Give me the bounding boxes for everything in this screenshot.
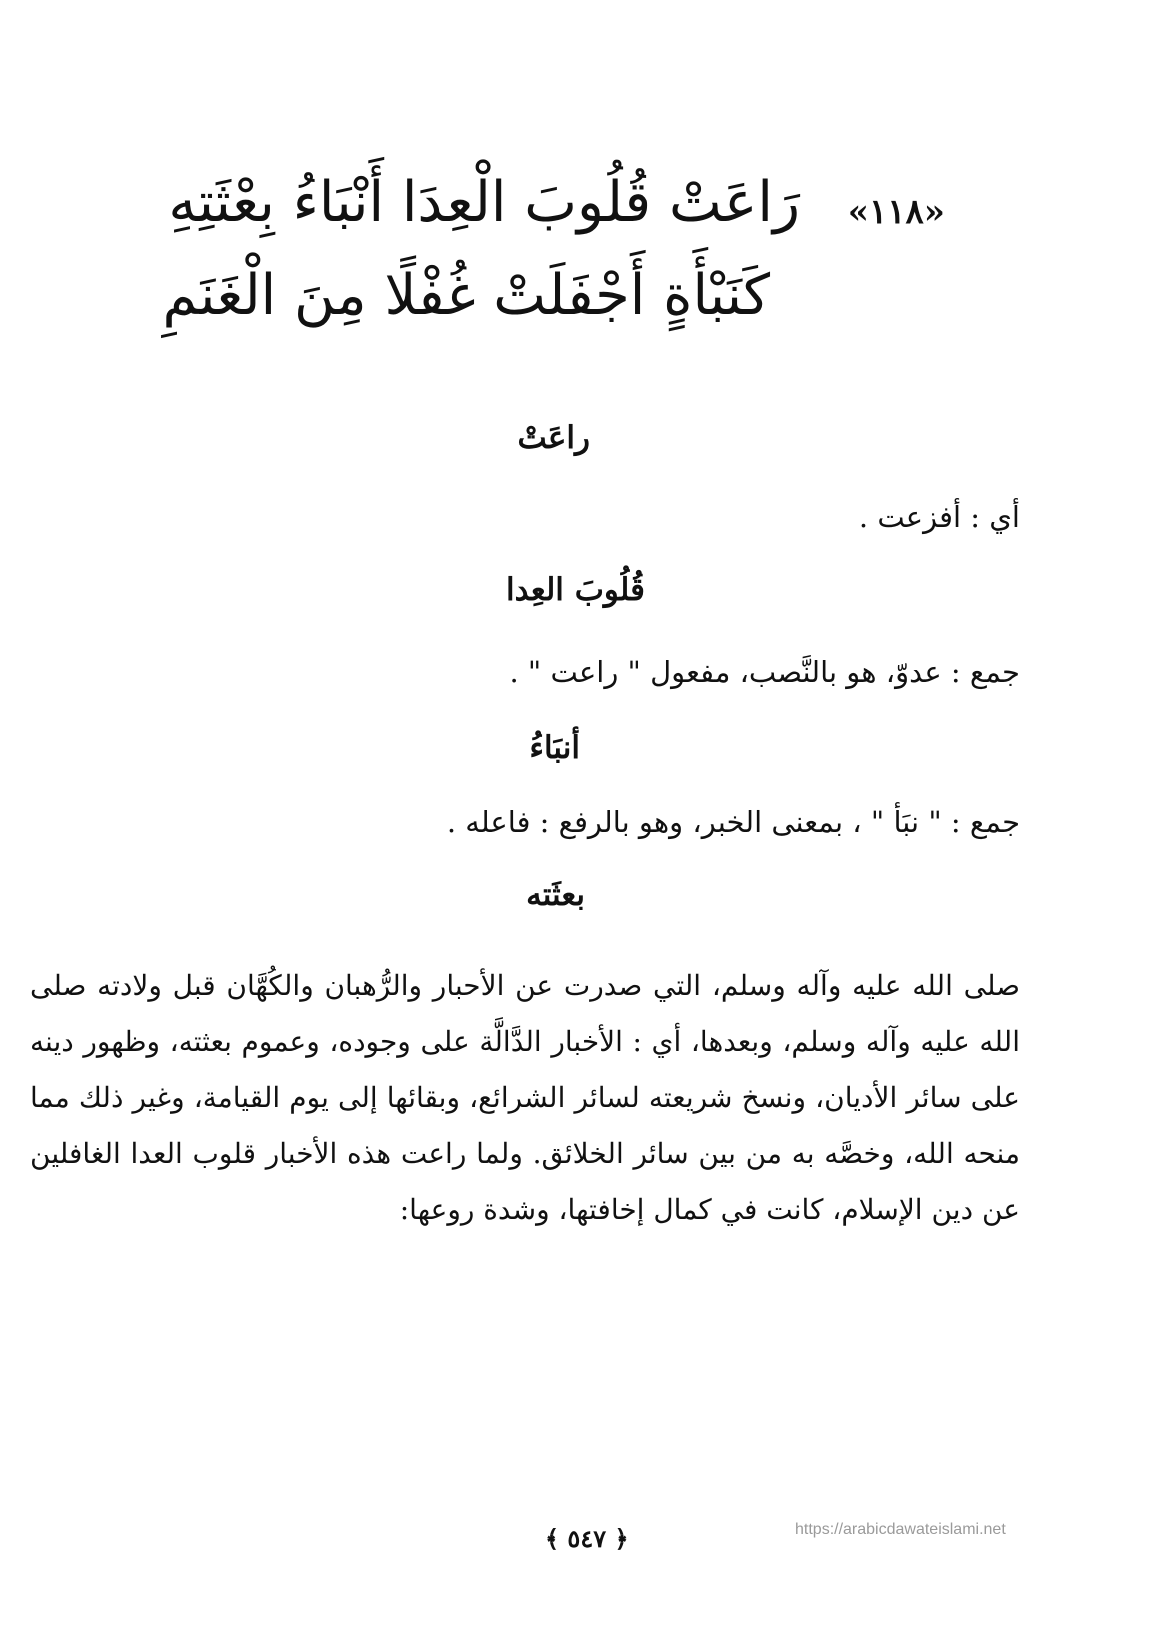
watermark-url: https://arabicdawateislami.net xyxy=(795,1521,1006,1538)
gloss-raat: أي : أفزعت . xyxy=(858,500,1020,534)
page-number: ﴿ ٥٤٧ ﴾ xyxy=(545,1524,629,1553)
headword-anba: أنبَاءُ xyxy=(529,730,580,766)
verse-line-2: كَنَبْأَةٍ أَجْفَلَتْ غُفْلًا مِنَ الْغَنَمِ xyxy=(162,263,770,328)
headword-bithatihi: بعثَته xyxy=(526,877,585,913)
verse-number: «١١٨» xyxy=(847,192,945,232)
verse-line-1: رَاعَتْ قُلُوبَ الْعِدَا أَنْبَاءُ بِعْثَتِهِ xyxy=(168,170,800,235)
commentary-paragraph: صلى الله عليه وآله وسلم، التي صدرت عن الأحبار والرُّهبان والكُهَّان قبل ولادته صلى الله عليه وآله وسلم، وبعدها، أي : الأخبار الدَّالَّة على وجوده، وعموم بعثته، وظهور دينه على سائر الأديان، ونسخ شريعته لسائر الشرائع، وبقائها إلى يوم القيامة، وغير ذلك مما منحه الله، وخصَّه به من بين سائر الخلائق. ولما راعت هذه الأخبار قلوب العدا الغافلين عن دين الإسلام، كانت في كمال إخافتها، وشدة روعها: xyxy=(30,969,1020,1226)
gloss-anba: جمع : " نبَأ " ، بمعنى الخبر، وهو بالرفع : فاعله . xyxy=(446,805,1020,839)
gloss-qulub-al-ida: جمع : عدوّ، هو بالنَّصب، مفعول " راعت " . xyxy=(509,655,1020,689)
headword-raat: راعَتْ xyxy=(517,420,590,456)
headword-qulub-al-ida: قُلُوبَ العِدا xyxy=(506,572,645,608)
